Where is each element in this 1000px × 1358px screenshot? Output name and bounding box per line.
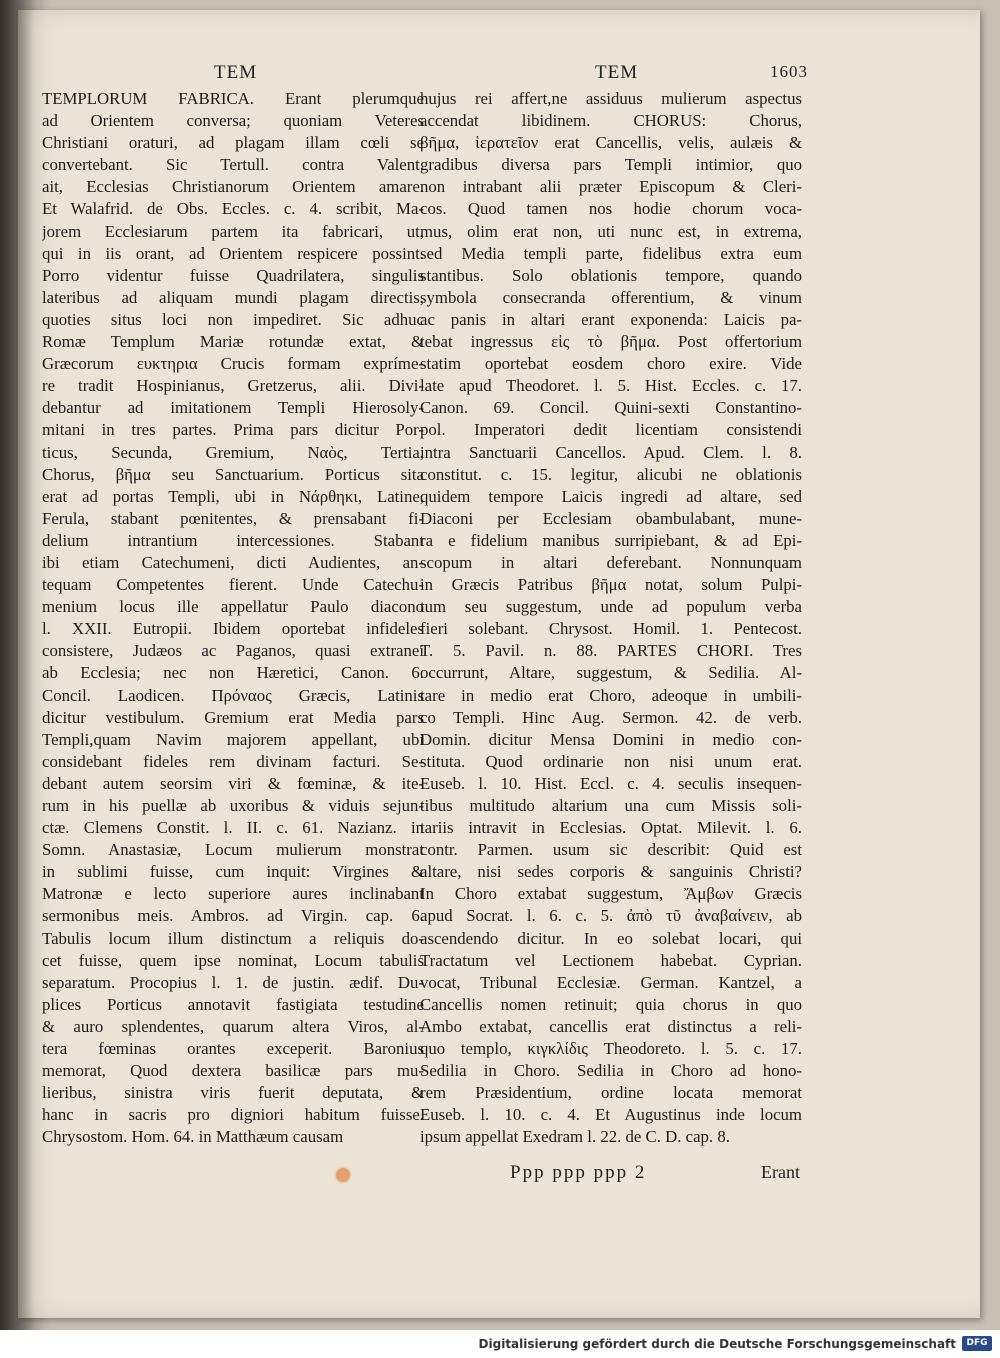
text-line: tibus multitudo altarium una cum Missis soli- [420, 796, 802, 815]
dfg-logo-icon: DFG [962, 1336, 992, 1351]
text-line: Templi,quam Navim majorem appellant, ubi [42, 729, 424, 749]
text-line: sermonibus meis. Ambros. ad Virgin. cap. 6. [42, 906, 424, 926]
text-line: mus, olim erat non, uti nunc est, in extrema, [420, 221, 802, 241]
text-line: convertebant. Sic Tertull. contra Valent. [42, 155, 424, 175]
text-line: T. 5. Pavil. n. 88. PARTES CHORI. Tres [420, 641, 802, 661]
text-line: Sedilia in Choro. Sedilia in Choro ad hono- [420, 1061, 802, 1081]
text-line: occurrunt, Altare, suggestum, & Sedilia. Al- [420, 663, 802, 683]
text-line: tequam Competentes fierent. Unde Catechu- [42, 575, 424, 595]
text-line: consistere, Judæos ac Paganos, quasi extranei [42, 641, 424, 661]
text-line: Diaconi per Ecclesiam obambulabant, mune- [420, 508, 802, 528]
text-line: memorat, Quod dextera basilicæ pars mu- [42, 1061, 424, 1081]
text-line: Ambo extabat, cancellis erat distinctus a reli- [420, 1016, 802, 1036]
text-line: considebant fideles rem divinam facturi. Se- [42, 751, 424, 771]
text-line: non intrabant alii præter Episcopum & Cleri- [420, 177, 802, 197]
text-line: βῆμα, ἱερατεῖον erat Cancellis, velis, aulæis & [420, 133, 802, 153]
text-line: stantibus. Solo oblationis tempore, quando [420, 265, 802, 285]
text-line: sed Media templi parte, fidelibus extra eum [420, 243, 802, 263]
text-line: quidem tempore Laicis ingredi ad altare, sed [420, 486, 802, 506]
text-line: statim oportebat eosdem choro exire. Vide [420, 354, 802, 374]
text-line: mitani in tres partes. Prima pars dicitur Por- [42, 420, 424, 440]
text-line: apud Socrat. l. 6. c. 5. ἀπὸ τῦ ἀναβαίνειν, ab [420, 906, 802, 926]
text-line: Somn. Anastasiæ, Locum mulierum monstrat [42, 840, 424, 860]
footer-bar [0, 1330, 1000, 1358]
text-line: hujus rei affert,ne assiduus mulierum aspectus [420, 89, 802, 108]
text-line: tare in medio erat Choro, adeoque in umbili- [420, 685, 802, 705]
text-line: delium intrantium intercessiones. Stabant [42, 530, 424, 550]
signature-mark: Ppp ppp ppp 2 [510, 1162, 647, 1183]
text-line: Canon. 69. Concil. Quini-sexti Constantino- [420, 398, 802, 418]
text-line: ra e fidelium manibus surripiebant, & ad Epi- [420, 530, 802, 550]
text-line: quo templo, κιγκλίδις Theodoreto. l. 5. c. 17. [420, 1039, 802, 1059]
text-line: Concil. Laodicen. Πρόναος Græcis, Latinis [42, 685, 424, 705]
text-line: Græcorum ευκτηρια Crucis formam expríme- [42, 354, 424, 374]
text-line: l. XXII. Eutropii. Ibidem oportebat infideles [42, 619, 424, 639]
text-line: in Græcis Patribus βῆμα notat, solum Pulpi- [420, 575, 802, 595]
text-line: scopum in altari deferebant. Nonnunquam [420, 552, 802, 572]
text-line: Chorus, βῆμα seu Sanctuarium. Porticus sita [42, 464, 424, 484]
text-line: Cancellis nomen retinuit; quia chorus in quo [420, 994, 802, 1014]
text-line: menium locus ille appellatur Paulo diacono [42, 597, 424, 617]
text-line: qui in iis orant, ad Orientem respicere possint. [42, 243, 424, 263]
text-line: altare, nisi sedes corporis & sanguinis Christi? [420, 862, 802, 882]
text-line: rum in his puellæ ab uxoribus & viduis sejun- [42, 796, 424, 815]
text-line: stituta. Quod ordinarie non nisi unum erat. [420, 751, 802, 771]
text-line: tera fœminas orantes exceperit. Baronius [42, 1039, 424, 1059]
book-spine-shadow [0, 0, 34, 1330]
left-running-head: TEM [214, 62, 258, 83]
text-line: Domin. dicitur Mensa Domini in medio con- [420, 729, 802, 749]
text-line: lateribus ad aliquam mundi plagam directis, [42, 287, 424, 307]
text-line: ctæ. Clemens Constit. l. II. c. 61. Nazianz. in [42, 818, 424, 838]
text-line: tebat ingressus εἰς τὸ βῆμα. Post offertorium [420, 332, 802, 352]
text-line: Matronæ e lecto superiore aures inclinabant [42, 884, 424, 904]
text-line: accendat libidinem. CHORUS: Chorus, [420, 111, 802, 131]
text-line: ibi etiam Catechumeni, dicti Audientes, an- [42, 552, 424, 572]
text-line: plices Porticus annotavit fastigiata testudine [42, 994, 424, 1014]
text-line: ipsum appellat Exedram l. 22. de C. D. cap. 8. [420, 1127, 730, 1147]
page-number: 1603 [770, 62, 808, 81]
text-line: Euseb. l. 10. c. 4. Et Augustinus inde locum [420, 1105, 802, 1125]
text-line: Ferula, stabant pœnitentes, & prensabant fi- [42, 508, 424, 528]
text-line: quoties situs loci non impediret. Sic adhuc [42, 309, 424, 329]
footer-credit: Digitalisierung gefördert durch die Deutsche Forschungsgemeinschaft [478, 1337, 956, 1351]
text-line: constitut. c. 15. legitur, alicubi ne oblationis [420, 464, 802, 484]
catchword: Erant [761, 1162, 800, 1182]
paper-stain [336, 1168, 350, 1182]
text-line: contr. Parmen. usum sic describit: Quid est [420, 840, 802, 860]
text-line: cos. Quod tamen nos hodie chorum voca- [420, 199, 802, 219]
text-line: tariis intravit in Ecclesias. Optat. Milevit. l. 6. [420, 818, 802, 838]
left-text-column [42, 88, 424, 1149]
text-line: Christiani oraturi, ad plagam illam cœli se [42, 133, 424, 153]
text-line: debantur ad imitationem Templi Hierosoly- [42, 398, 424, 418]
text-line: symbola consecranda offerentium, & vinum [420, 287, 802, 307]
text-line: ad Orientem conversa; quoniam Veteres [42, 111, 424, 131]
text-line: TEMPLORUM FABRICA. Erant plerumque [42, 89, 424, 108]
text-line: jorem Ecclesiarum partem ita fabricari, ut, [42, 221, 424, 241]
text-line: co Templi. Hinc Aug. Sermon. 42. de verb. [420, 707, 802, 727]
right-running-head: TEM [595, 62, 639, 83]
text-line: hanc in sacris pro digniori habitum fuisse. [42, 1105, 424, 1125]
text-line: separatum. Procopius l. 1. de justin. ædif. Du- [42, 972, 424, 992]
text-line: Euseb. l. 10. Hist. Eccl. c. 4. seculis insequen- [420, 773, 802, 793]
text-line: ac panis in altari erant exponenda: Laicis pa- [420, 309, 802, 329]
text-line: vocat, Tribunal Ecclesiæ. German. Kantzel, a [420, 972, 802, 992]
text-line: ait, Ecclesias Christianorum Orientem amare. [42, 177, 424, 197]
text-line: & auro splendentes, quarum altera Viros, al- [42, 1016, 424, 1036]
text-line: Tabulis locum illum distinctum a reliquis do- [42, 928, 424, 948]
text-line: fieri solebant. Chrysost. Homil. 1. Pentecost. [420, 619, 802, 639]
text-line: erat ad portas Templi, ubi in Νάρθηκι, Latine, [42, 486, 424, 506]
text-line: intra Sanctuarii Cancellos. Apud. Clem. l. 8. [420, 442, 802, 462]
text-line: gradibus diversa pars Templi intimior, quo [420, 155, 802, 175]
text-line: rem Præsidentium, ordine locata memorat [420, 1083, 802, 1103]
text-line: tum seu suggestum, unde ad populum verba [420, 597, 802, 617]
text-line: Tractatum vel Lectionem habebat. Cyprian. [420, 950, 802, 970]
text-line: ticus, Secunda, Gremium, Ναὸς, Tertia, [42, 442, 424, 462]
text-line: cet fuisse, quem ipse nominat, Locum tabulis [42, 950, 424, 970]
text-line: Porro videntur fuisse Quadrilatera, singulis [42, 265, 424, 285]
text-line: Chrysostom. Hom. 64. in Matthæum causam [42, 1127, 344, 1147]
text-line: Et Walafrid. de Obs. Eccles. c. 4. scribit, Ma- [42, 199, 424, 219]
text-line: late apud Theodoret. l. 5. Hist. Eccles. c. 17. [420, 376, 802, 396]
text-line: re tradit Hospinianus, Gretzerus, alii. Divi- [42, 376, 424, 396]
text-line: Romæ Templum Mariæ rotundæ extat, & [42, 332, 424, 352]
text-line: pol. Imperatori dedit licentiam consistendi [420, 420, 802, 440]
text-line: ascendendo dicitur. In eo solebat locari, qui [420, 928, 802, 948]
right-text-column [420, 88, 802, 1149]
text-line: ab Ecclesia; nec non Hæretici, Canon. 6. [42, 663, 424, 683]
text-line: In Choro extabat suggestum, Ἄμβων Græcis [420, 884, 802, 904]
text-line: in sublimi fuisse, cum inquit: Virgines & [42, 862, 424, 882]
text-line: debant autem seorsim viri & fœminæ, & ite- [42, 773, 424, 793]
text-line: dicitur vestibulum. Gremium erat Media pars [42, 707, 424, 727]
text-line: lieribus, sinistra viris fuerit deputata, & [42, 1083, 424, 1103]
